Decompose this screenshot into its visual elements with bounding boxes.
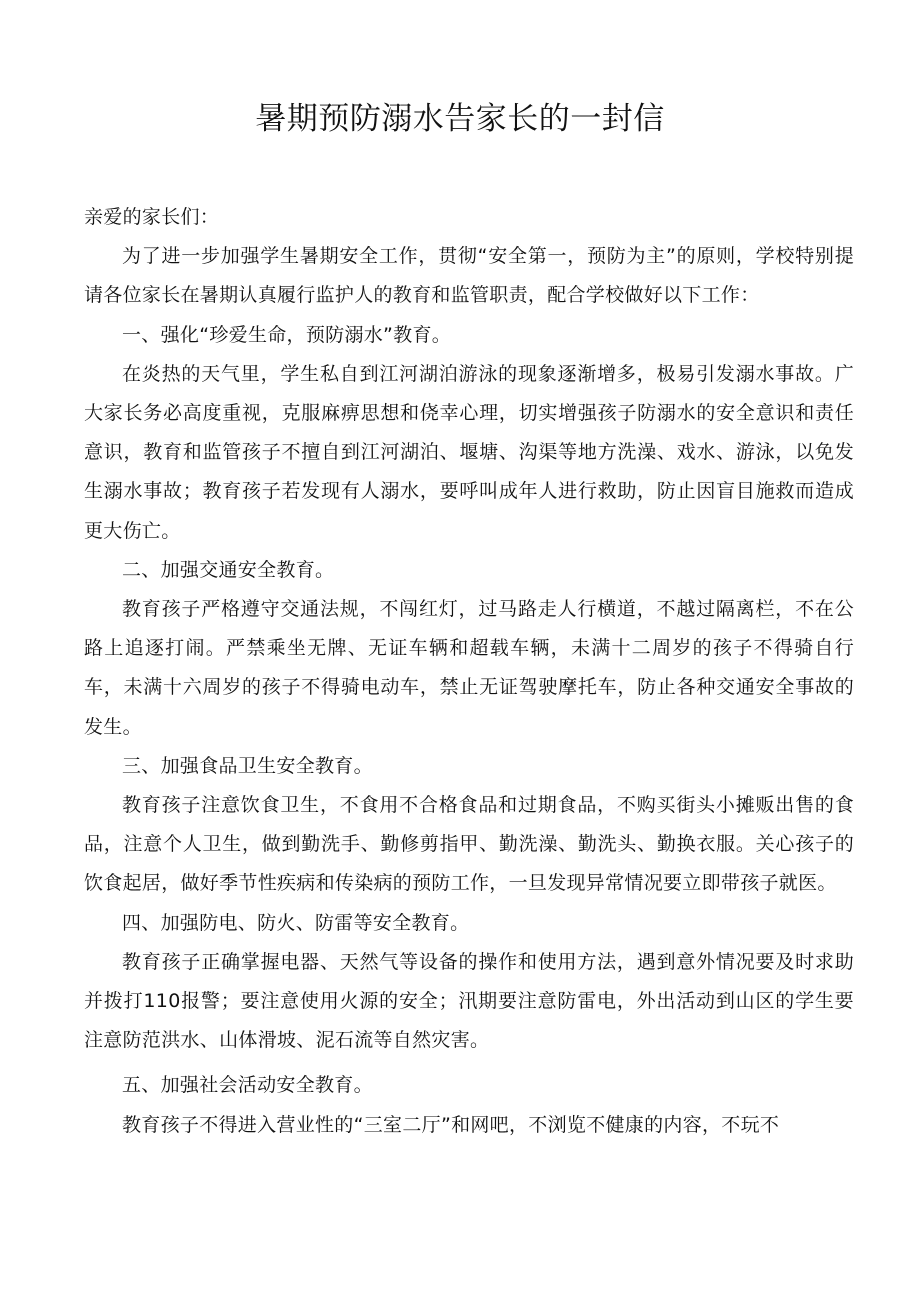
document-title: 暑期预防溺水告家长的一封信 bbox=[255, 101, 665, 137]
section-heading-traffic: 二、加强交通安全教育。 bbox=[122, 558, 335, 581]
letter-body bbox=[84, 198, 854, 1145]
paragraph-drowning: 在炎热的天气里，学生私自到江河湖泊游泳的现象逐渐增多，极易引发溺水事故。广大家长务必高度重视，克服麻痹思想和侥幸心理，切实增强孩子防溺水的安全意识和责任意识，教育和监管孩子不擅自到江河湖泊、堰塘、沟渠等地方洗澡、戏水、游泳，以免发生溺水事故；教育孩子若发现有人溺水，要呼叫成年人进行救助，防止因盲目施救而造成更大伤亡。 bbox=[84, 362, 854, 542]
intro-paragraph: 为了进一步加强学生暑期安全工作，贯彻“安全第一，预防为主”的原则，学校特别提请各位家长在暑期认真履行监护人的教育和监管职责，配合学校做好以下工作： bbox=[84, 245, 854, 307]
paragraph-traffic: 教育孩子严格遵守交通法规，不闯红灯，过马路走人行横道，不越过隔离栏，不在公路上追逐打闹。严禁乘坐无牌、无证车辆和超载车辆，未满十二周岁的孩子不得骑自行车，未满十六周岁的孩子不得骑电动车，禁止无证驾驶摩托车，防止各种交通安全事故的发生。 bbox=[84, 598, 854, 738]
salutation: 亲爱的家长们： bbox=[84, 206, 220, 228]
section-heading-food: 三、加强食品卫生安全教育。 bbox=[122, 754, 373, 777]
section-heading-drowning: 一、强化“珍爱生命，预防溺水”教育。 bbox=[122, 323, 452, 346]
section-heading-electric-fire: 四、加强防电、防火、防雷等安全教育。 bbox=[122, 911, 470, 934]
paragraph-social: 教育孩子不得进入营业性的“三室二厅”和网吧，不浏览不健康的内容，不玩不 bbox=[122, 1113, 780, 1136]
paragraph-electric-fire: 教育孩子正确掌握电器、天然气等设备的操作和使用方法，遇到意外情况要及时求助并拨打110报警；要注意使用火源的安全；汛期要注意防雷电，外出活动到山区的学生要注意防范洪水、山体滑坡、泥石流等自然灾害。 bbox=[84, 950, 854, 1052]
paragraph-food: 教育孩子注意饮食卫生，不食用不合格食品和过期食品，不购买街头小摊贩出售的食品，注意个人卫生，做到勤洗手、勤修剪指甲、勤洗澡、勤洗头、勤换衣服。关心孩子的饮食起居，做好季节性疾病和传染病的预防工作，一旦发现异常情况要立即带孩子就医。 bbox=[84, 794, 854, 895]
section-heading-social: 五、加强社会活动安全教育。 bbox=[122, 1074, 373, 1097]
